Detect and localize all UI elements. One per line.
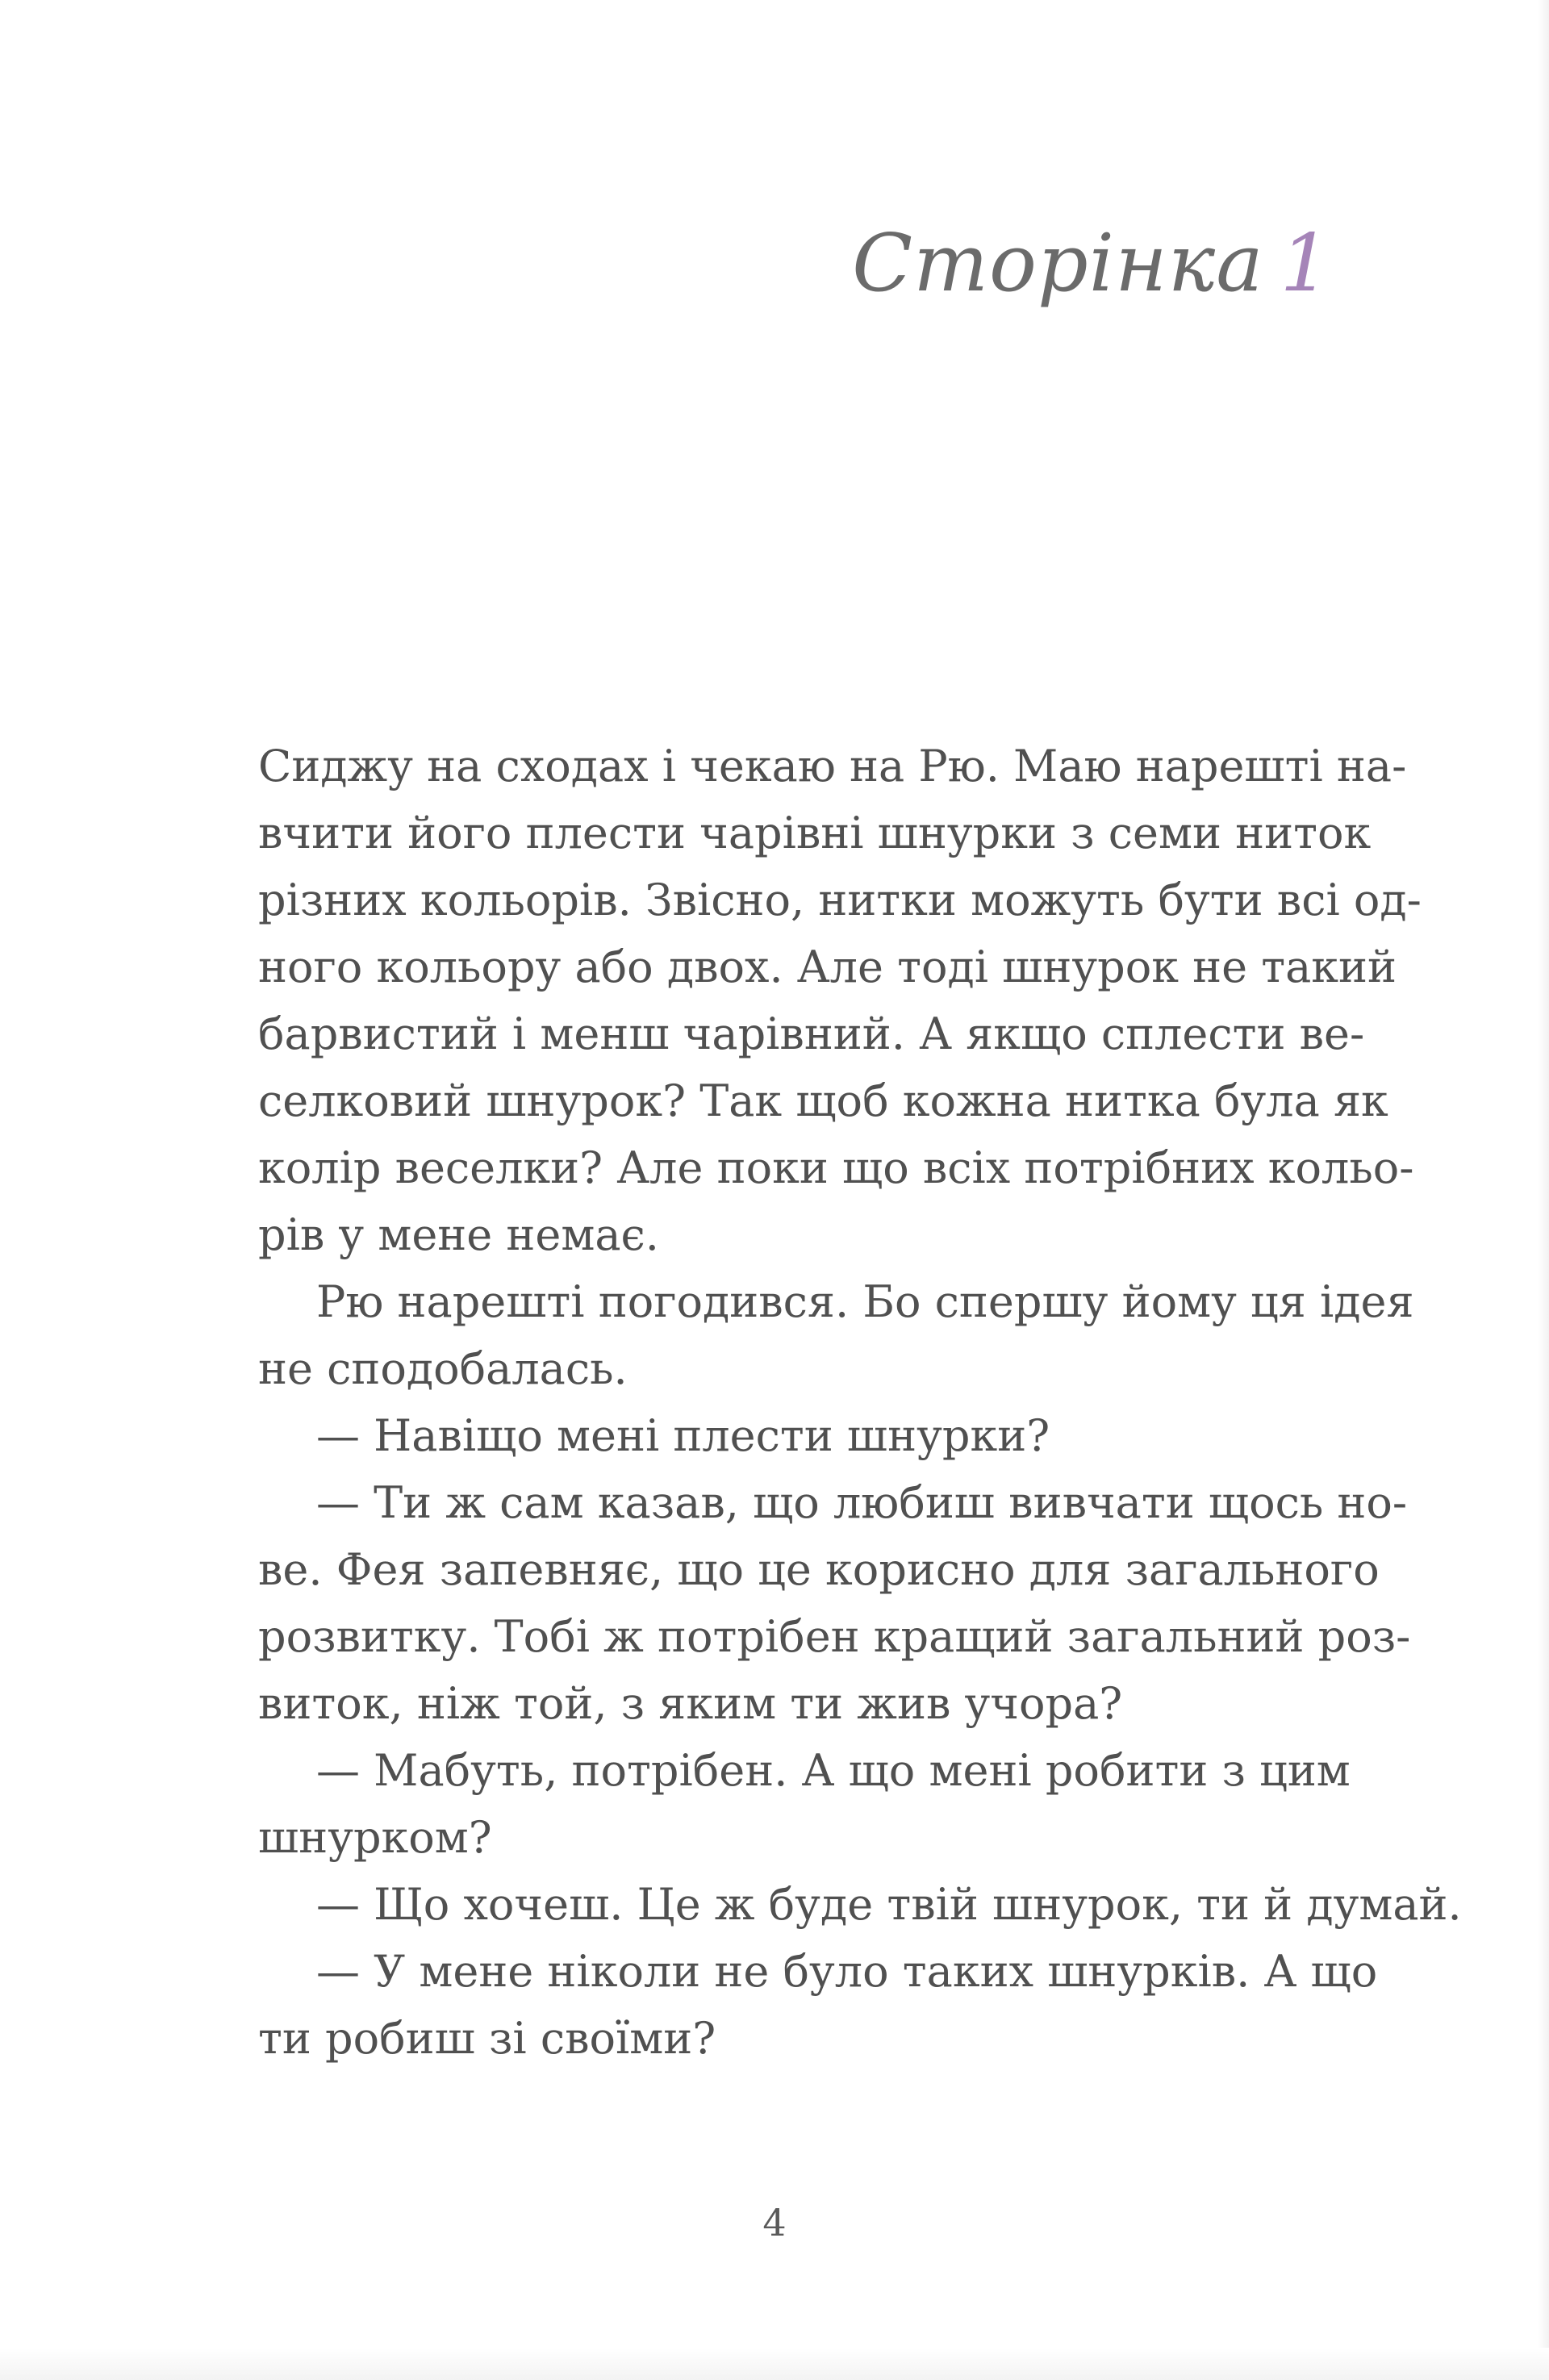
chapter-title-word: Сторінка bbox=[852, 218, 1264, 310]
text-line: вчити його плести чарівні шнурки з семи ниток bbox=[258, 808, 1372, 858]
paragraph bbox=[258, 733, 1422, 1268]
text-line: розвитку. Тобі ж потрібен кращий загальний роз- bbox=[258, 1611, 1411, 1662]
chapter-number: 1 bbox=[1280, 218, 1331, 310]
text-line: — Мабуть, потрібен. А що мені робити з цим bbox=[316, 1745, 1351, 1796]
text-line: не сподобалась. bbox=[258, 1343, 628, 1394]
text-line: — Що хочеш. Це ж буде твій шнурок, ти й думай. bbox=[316, 1879, 1462, 1930]
page-edge-shadow bbox=[1538, 0, 1549, 2380]
text-line: — У мене ніколи не було таких шнурків. А що bbox=[316, 1946, 1378, 1997]
text-line: шнурком? bbox=[258, 1812, 492, 1863]
text-line: виток, ніж той, з яким ти жив учора? bbox=[258, 1678, 1123, 1729]
text-line: різних кольорів. Звісно, нитки можуть бути всі од- bbox=[258, 875, 1422, 925]
text-line: ти робиш зі своїми? bbox=[258, 2013, 716, 2064]
text-line: селковий шнурок? Так щоб кожна нитка була як bbox=[258, 1075, 1388, 1126]
text-line: рів у мене немає. bbox=[258, 1209, 659, 1260]
dialogue-line bbox=[258, 1402, 1339, 1469]
page-number: 4 bbox=[762, 2201, 787, 2244]
text-line: Сиджу на сходах і чекаю на Рю. Маю нарешті на- bbox=[258, 741, 1407, 791]
text-line: барвистий і менш чарівний. А якщо сплести ве- bbox=[258, 1008, 1365, 1059]
dialogue-line bbox=[258, 1737, 1351, 1871]
text-line: ного кольору або двох. Але тоді шнурок не такий bbox=[258, 942, 1397, 992]
text-line: Рю нарешті погодився. Бо спершу йому ця ідея bbox=[316, 1276, 1414, 1327]
chapter-title bbox=[852, 218, 1331, 310]
paragraph bbox=[258, 1268, 1414, 1402]
dialogue-line bbox=[258, 1938, 1378, 2072]
text-line: колір веселки? Але поки що всіх потрібних кольо- bbox=[258, 1142, 1414, 1193]
text-line: — Навіщо мені плести шнурки? bbox=[316, 1410, 1050, 1461]
body-text bbox=[258, 733, 1462, 2072]
bottom-shadow bbox=[0, 2348, 1549, 2380]
text-line: ве. Фея запевняє, що це корисно для загального bbox=[258, 1544, 1380, 1595]
text-line: — Ти ж сам казав, що любиш вивчати щось но- bbox=[316, 1477, 1408, 1528]
dialogue-line bbox=[258, 1871, 1462, 1938]
dialogue-line bbox=[258, 1469, 1411, 1737]
